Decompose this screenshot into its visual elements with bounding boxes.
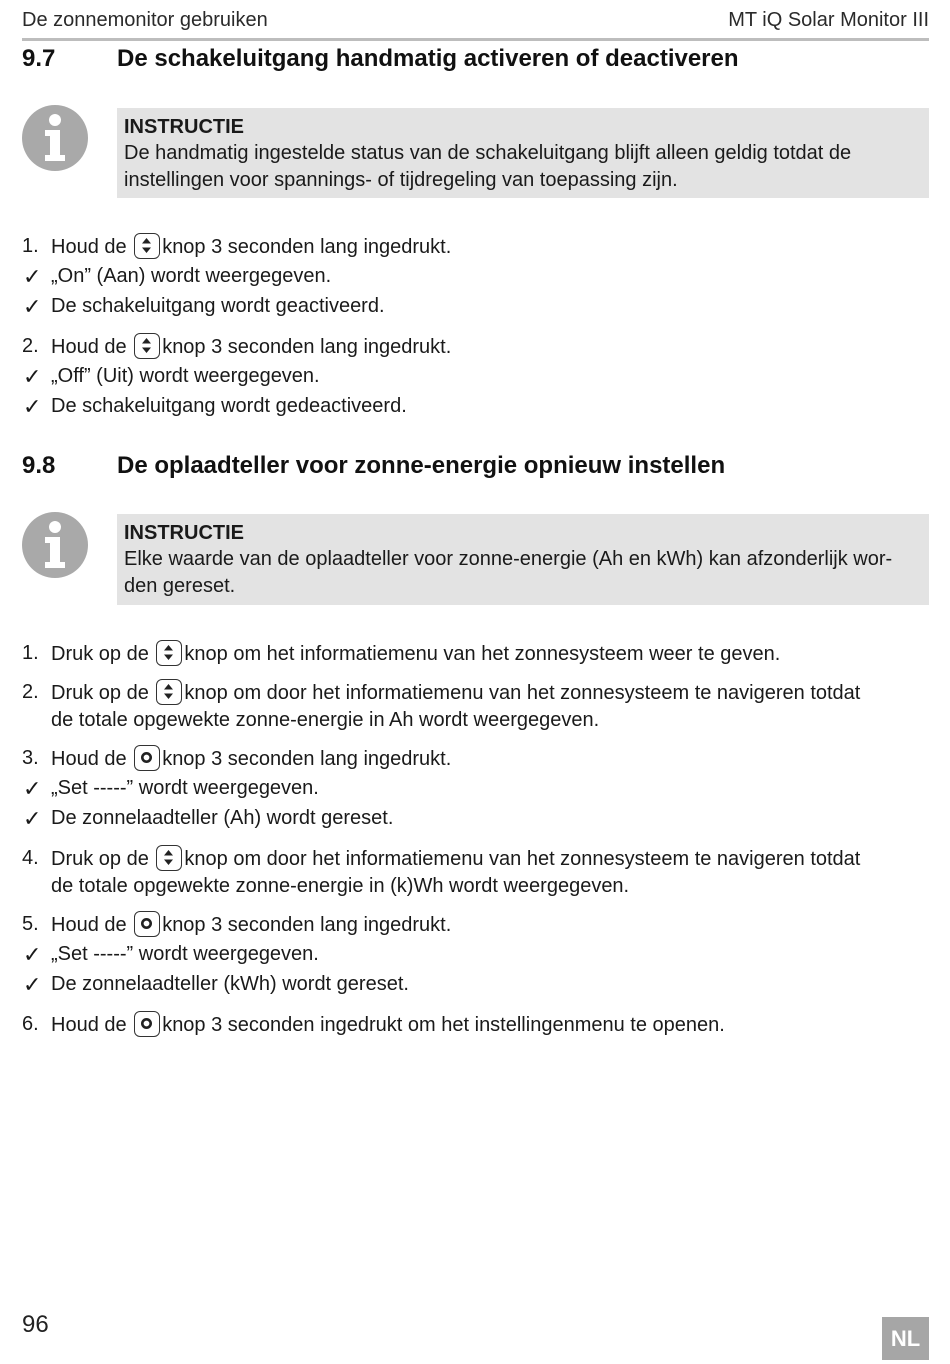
result-text: „Set -----” wordt weergegeven. <box>51 943 319 965</box>
note-text-line: den gereset. <box>124 575 236 597</box>
step-text: Houd de <box>51 236 127 258</box>
result-text: „Set -----” wordt weergegeven. <box>51 777 319 799</box>
header-chapter: De zonnemonitor gebruiken <box>22 9 268 31</box>
step-text: knop 3 seconden lang ingedrukt. <box>162 236 452 258</box>
section-title: De schakeluitgang handmatig activeren of deactiveren <box>117 45 739 72</box>
running-header <box>22 8 929 41</box>
step-text: de totale opgewekte zonne-energie in (k)Wh wordt weergegeven. <box>51 875 630 897</box>
info-icon <box>22 105 88 171</box>
section-number: 9.7 <box>22 45 56 72</box>
step-text: knop 3 seconden lang ingedrukt. <box>162 914 452 936</box>
step-number: 1. <box>22 642 39 664</box>
note-box <box>117 108 929 198</box>
step-text: Druk op de <box>51 643 149 665</box>
updown-key-icon <box>156 679 182 705</box>
language-badge: NL <box>882 1317 929 1360</box>
result-check-icon: ✓ <box>23 364 42 389</box>
updown-key-icon <box>134 233 160 259</box>
step-text: Houd de <box>51 1014 127 1036</box>
step-text: de totale opgewekte zonne-energie in Ah wordt weergegeven. <box>51 709 600 731</box>
note-label: INSTRUCTIE <box>124 116 244 138</box>
note-text-line: Elke waarde van de oplaadteller voor zonne-energie (Ah en kWh) kan afzonderlijk wor- <box>124 548 893 570</box>
step-number: 1. <box>22 235 39 257</box>
header-product: MT iQ Solar Monitor III <box>728 9 929 31</box>
step-text: Druk op de <box>51 848 149 870</box>
page-number: 96 <box>22 1311 49 1338</box>
result-check-icon: ✓ <box>23 294 42 319</box>
result-text: De schakeluitgang wordt gedeactiveerd. <box>51 395 407 417</box>
step-text: Houd de <box>51 336 127 358</box>
note-label: INSTRUCTIE <box>124 522 244 544</box>
step-number: 2. <box>22 335 39 357</box>
note-box <box>117 514 929 605</box>
result-check-icon: ✓ <box>23 776 42 801</box>
updown-key-icon <box>156 640 182 666</box>
ok-key-icon <box>134 911 160 937</box>
ok-key-icon <box>134 1011 160 1037</box>
result-text: De zonnelaadteller (kWh) wordt gereset. <box>51 973 409 995</box>
result-check-icon: ✓ <box>23 394 42 419</box>
updown-key-icon <box>134 333 160 359</box>
ok-key-icon <box>134 745 160 771</box>
result-check-icon: ✓ <box>23 806 42 831</box>
step-text: knop om door het informatiemenu van het zonnesysteem te navigeren totdat <box>184 682 861 704</box>
result-text: De zonnelaadteller (Ah) wordt gereset. <box>51 807 394 829</box>
result-check-icon: ✓ <box>23 972 42 997</box>
step-number: 3. <box>22 747 39 769</box>
step-number: 2. <box>22 681 39 703</box>
step-text: knop om door het informatiemenu van het zonnesysteem te navigeren totdat <box>184 848 861 870</box>
step-text: knop 3 seconden lang ingedrukt. <box>162 748 452 770</box>
result-check-icon: ✓ <box>23 264 42 289</box>
step-number: 4. <box>22 847 39 869</box>
step-number: 5. <box>22 913 39 935</box>
step-text: knop om het informatiemenu van het zonnesysteem weer te geven. <box>184 643 781 665</box>
note-text-line: instellingen voor spannings- of tijdregeling van toepassing zijn. <box>124 169 678 191</box>
step-text: Houd de <box>51 748 127 770</box>
result-text: „Off” (Uit) wordt weergegeven. <box>51 365 320 387</box>
step-text: Druk op de <box>51 682 149 704</box>
step-text: Houd de <box>51 914 127 936</box>
updown-key-icon <box>156 845 182 871</box>
step-text: knop 3 seconden ingedrukt om het instellingenmenu te openen. <box>162 1014 725 1036</box>
step-text: knop 3 seconden lang ingedrukt. <box>162 336 452 358</box>
section-number: 9.8 <box>22 452 56 479</box>
result-text: „On” (Aan) wordt weergegeven. <box>51 265 332 287</box>
step-number: 6. <box>22 1013 39 1035</box>
info-icon <box>22 512 88 578</box>
note-text-line: De handmatig ingestelde status van de schakeluitgang blijft alleen geldig totdat de <box>124 142 852 164</box>
section-title: De oplaadteller voor zonne-energie opnieuw instellen <box>117 452 726 479</box>
result-check-icon: ✓ <box>23 942 42 967</box>
result-text: De schakeluitgang wordt geactiveerd. <box>51 295 385 317</box>
